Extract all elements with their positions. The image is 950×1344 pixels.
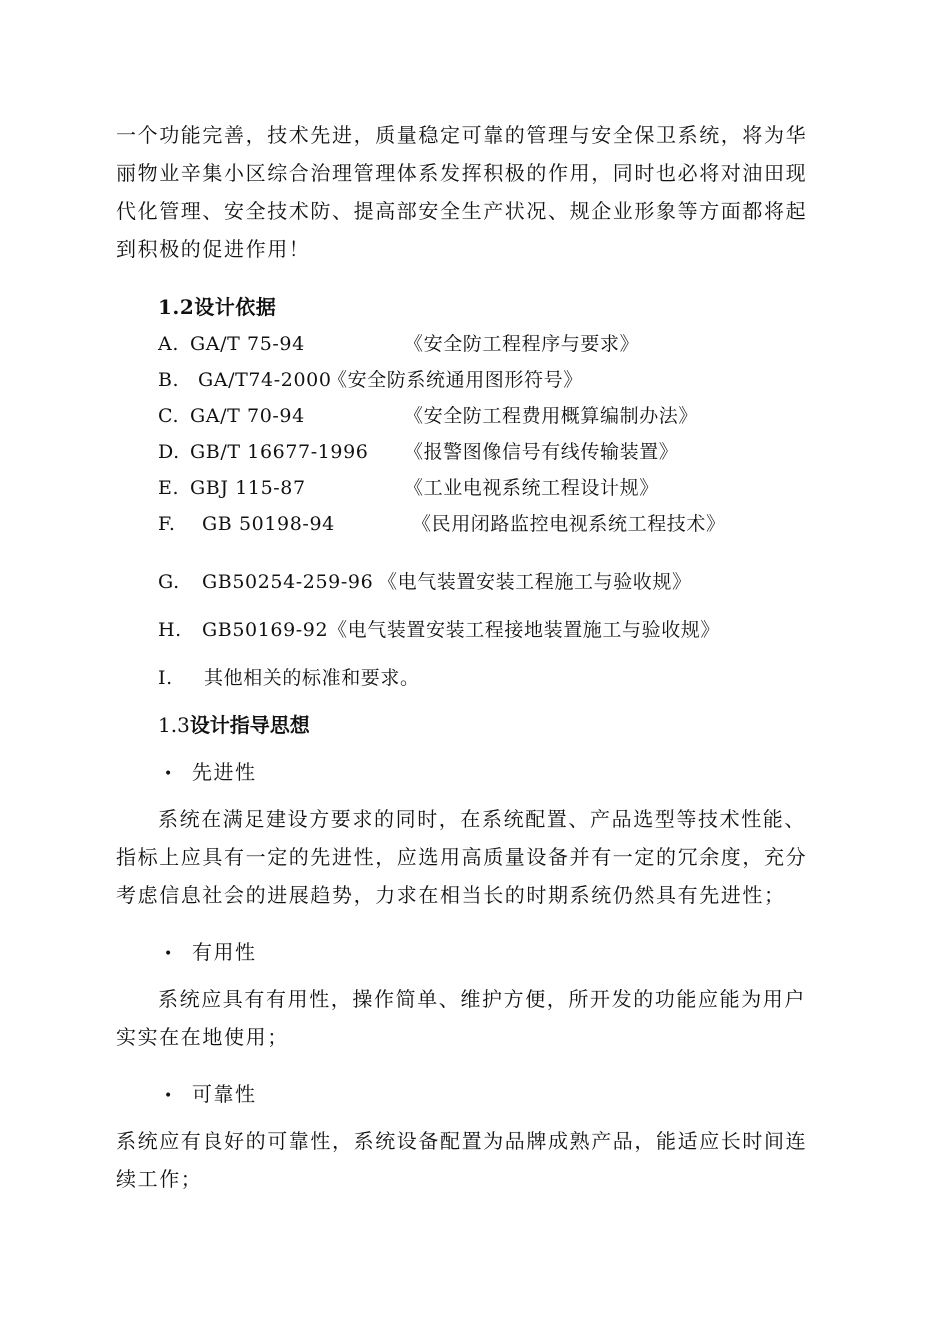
reference-letter: C. xyxy=(158,405,180,427)
paragraph-line: 实实在在地使用； xyxy=(116,1025,289,1049)
reference-item xyxy=(0,511,950,537)
bullet-label: 可靠性 xyxy=(192,1082,257,1106)
reference-title: 《电气装置安装工程接地装置施工与验收规》 xyxy=(328,619,721,641)
paragraph-line: 系统应具有有用性，操作简单、维护方便，所开发的功能应能为用户 xyxy=(158,987,806,1011)
reference-letter: B. xyxy=(158,369,180,391)
bullet-item xyxy=(0,1081,950,1107)
bullet-icon: • xyxy=(164,946,174,962)
reference-item xyxy=(0,665,950,691)
reference-title: 其他相关的标准和要求。 xyxy=(204,667,420,689)
reference-item xyxy=(0,439,950,465)
section-title: 设计依据 xyxy=(194,295,277,319)
section-heading xyxy=(158,712,310,738)
bullet-icon: • xyxy=(164,766,174,782)
reference-item xyxy=(0,331,950,357)
reference-code: GA/T 70-94 xyxy=(190,405,305,427)
paragraph-line: 系统应有良好的可靠性，系统设备配置为品牌成熟产品，能适应长时间连 xyxy=(116,1129,808,1153)
bullet-label: 有用性 xyxy=(192,940,257,964)
reference-title: 《民用闭路监控电视系统工程技术》 xyxy=(412,513,726,535)
reference-item xyxy=(0,367,950,393)
intro-line: 丽物业辛集小区综合治理管理体系发挥积极的作用，同时也必将对油田现 xyxy=(116,161,808,185)
reference-title: 《电气装置安装工程施工与验收规》 xyxy=(378,571,692,593)
reference-title: 《安全防工程程序与要求》 xyxy=(404,333,640,355)
paragraph-line: 指标上应具有一定的先进性，应选用高质量设备并有一定的冗余度，充分 xyxy=(116,845,808,869)
reference-code: GBJ 115-87 xyxy=(190,477,306,499)
paragraph-line: 考虑信息社会的进展趋势，力求在相当长的时期系统仍然具有先进性； xyxy=(116,883,786,907)
reference-title: 《安全防工程费用概算编制办法》 xyxy=(404,405,699,427)
section-number: 1.2 xyxy=(158,295,195,319)
reference-item xyxy=(0,475,950,501)
reference-title: 《报警图像信号有线传输装置》 xyxy=(404,441,679,463)
intro-line: 代化管理、安全技术防、提高部安全生产状况、规企业形象等方面都将起 xyxy=(116,199,808,223)
reference-code: GA/T 75-94 xyxy=(190,333,305,355)
bullet-item xyxy=(0,939,950,965)
intro-line: 到积极的促进作用！ xyxy=(116,237,311,261)
reference-letter: D. xyxy=(158,441,180,463)
reference-code: GB 50198-94 xyxy=(202,513,335,535)
bullet-item xyxy=(0,759,950,785)
reference-code: GA/T74-2000 xyxy=(198,369,332,391)
reference-letter: E. xyxy=(158,477,180,499)
section-heading xyxy=(158,294,276,320)
reference-code: GB50254-259-96 xyxy=(202,571,374,593)
paragraph-line: 系统在满足建设方要求的同时，在系统配置、产品选型等技术性能、 xyxy=(158,807,806,831)
reference-code: GB/T 16677-1996 xyxy=(190,441,369,463)
reference-letter: I. xyxy=(158,667,173,689)
reference-item xyxy=(0,569,950,595)
reference-item xyxy=(0,617,950,643)
section-title: 设计指导思想 xyxy=(189,713,310,737)
reference-letter: G. xyxy=(158,571,180,593)
bullet-icon: • xyxy=(164,1088,174,1104)
intro-line: 一个功能完善，技术先进，质量稳定可靠的管理与安全保卫系统，将为华 xyxy=(116,123,808,147)
reference-letter: A. xyxy=(158,333,179,355)
reference-letter: H. xyxy=(158,619,182,641)
reference-title: 《工业电视系统工程设计规》 xyxy=(404,477,659,499)
reference-item xyxy=(0,403,950,429)
reference-title: 《安全防系统通用图形符号》 xyxy=(328,369,583,391)
section-number: 1.3 xyxy=(158,713,190,737)
paragraph-line: 续工作； xyxy=(116,1167,203,1191)
reference-letter: F. xyxy=(158,513,176,535)
reference-code: GB50169-92 xyxy=(202,619,329,641)
bullet-label: 先进性 xyxy=(192,760,257,784)
